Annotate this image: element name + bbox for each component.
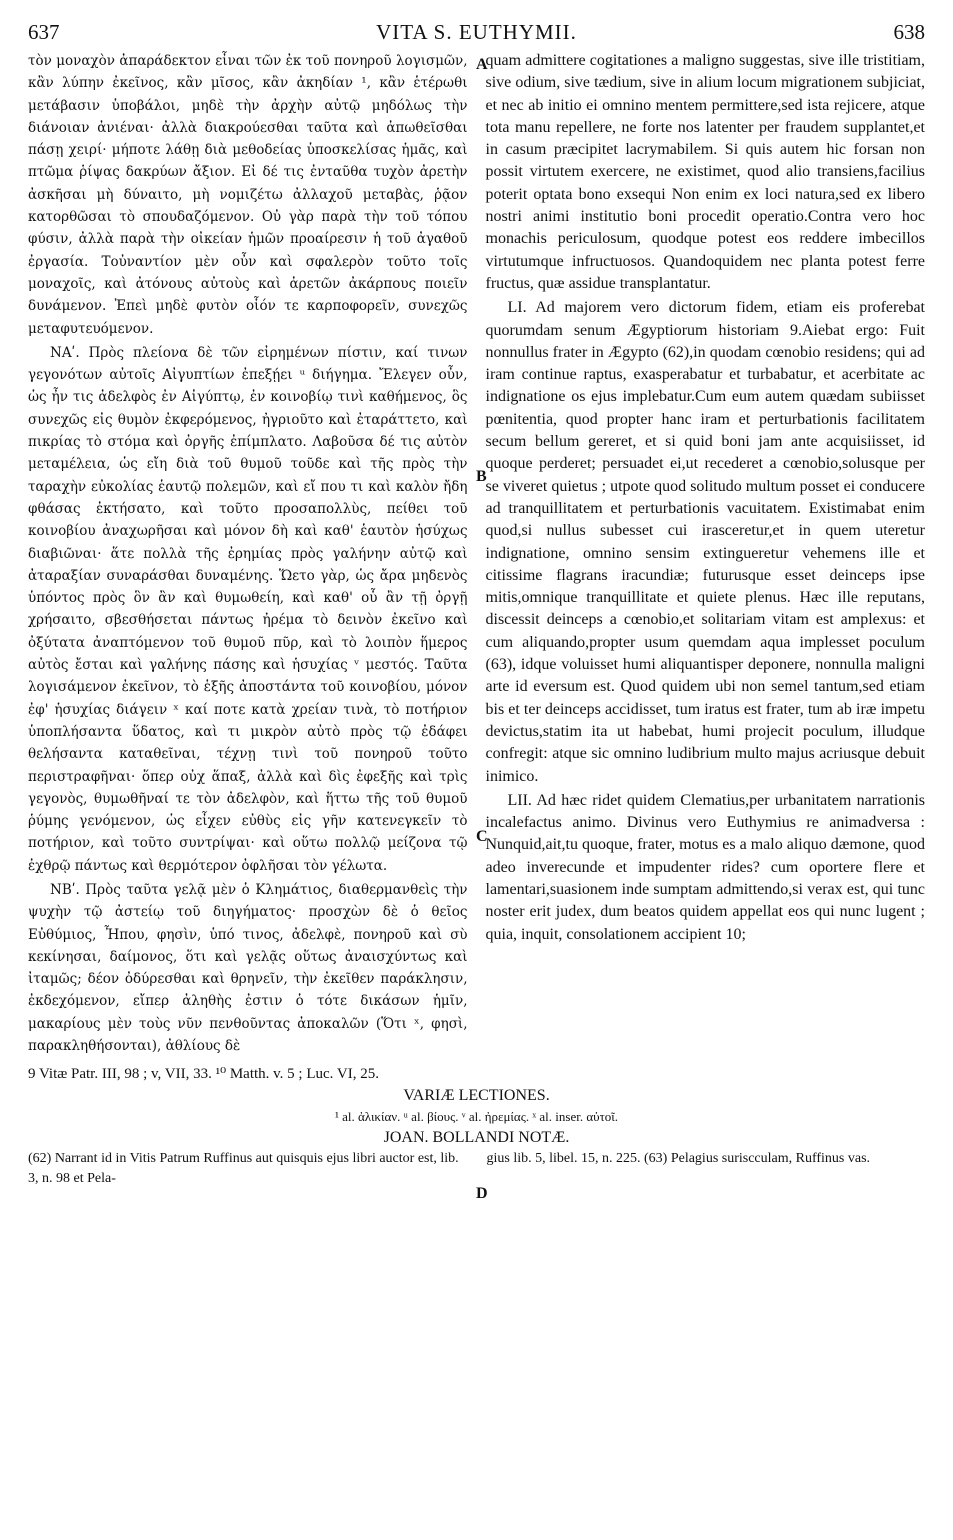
bollandi-notae-heading: JOAN. BOLLANDI NOTÆ.: [383, 1129, 570, 1147]
running-title: VITA S. EUTHYMII.: [376, 20, 577, 44]
note-right: gius lib. 5, libel. 15, n. 225. (63) Pelagius suriscculam, Ruffinus vas.: [486, 1151, 871, 1167]
section-marker-c: C: [476, 828, 488, 845]
footnote-references: 9 Vitæ Patr. III, 98 ; v, VII, 33. ¹⁰ Matth. v. 5 ; Luc. VI, 25.: [28, 1066, 379, 1083]
page-number-left: 637: [28, 20, 60, 44]
latin-paragraph-1: quam admittere cogitationes a maligno suggestas, sive ille tristitiam, sive odium, sive tædium, sive in alium locum migrationem subjiciat, et nec ab initio ei omnino mentem permittere,sed ista rejicere, atque tota manu repellere, ne forte nos latenter per fraudem supplantet,et in casum præcipitet lacrymabilem. Si quis autem hic forsan non possit virtutem exercere, ne existimet, quod alio transiens,facilius poterit optata bono exsequi Non enim ex loci natura,sed ex libero nostri animi institutio boni procedit operatio.Contra vero hoc monachis periculosum, quodque potest eos reddere imbecillos virtutumque infructuosos. Quandoquidem nec planta potest ferre fructus, quæ assidue transplantatur.: [485, 52, 925, 292]
greek-column: [28, 50, 468, 1059]
section-marker-b: B: [476, 468, 487, 485]
bollandi-notes: [28, 1149, 925, 1189]
variae-lectiones-heading: VARIÆ LECTIONES.: [403, 1087, 550, 1105]
greek-paragraph-3: ΝΒʹ. Πρὸς ταῦτα γελᾷ μὲν ὁ Κλημάτιος, διαθερμανθεὶς τὴν ψυχὴν τῷ ἀστείῳ τοῦ διηγήματος· προσχὼν δὲ ὁ θεῖος Εὐθύμιος, Ἦπου, φησὶν, ὑπό τινος, ἀδελφὲ, πονηροῦ καὶ σὺ κεκίνησαι, δαίμονος, ὅτι καὶ γελᾷς οὕτως ἀναισχύντως καὶ ἰταμῶς; δέον ὀδύρεσθαι καὶ θρηνεῖν, τὴν ἐκεῖθεν παράκλησιν, ἐκδεχόμενον, εἴπερ ἀληθὴς ἐστιν ὁ τότε δικάσων ἡμῖν, μακαρίους μὲν τοὺς νῦν πενθοῦντας ἀποκαλῶν (Ὅτι ˣ, φησὶ, παρακληθήσονται), ἀθλίους δὲ: [28, 881, 468, 1055]
section-marker-a: A: [476, 56, 488, 73]
page: [28, 18, 925, 1202]
page-number-right: 638: [893, 20, 925, 44]
note-left: (62) Narrant id in Vitis Patrum Ruffinus aut quisquis ejus libri auctor est, lib. 3, n. 98 et Pela-: [28, 1151, 459, 1187]
latin-paragraph-3: LII. Ad hæc ridet quidem Clematius,per urbanitatem narrationis incalefactus animo. Divinus vero Euthymius re animadversa : Nunquid,ait,tu quoque, frater, motus es a malo aliquo dæmone, quod adeo inverecunde et impudenter rides? cum oportere flere et lamentari,suasionem inde sumptam admittendo,si verax est, qui tunc noster erit judex, dum beatos quidem appellat eos qui nunc lugent ; quia, inquit, consolationem accipient 10;: [485, 791, 925, 943]
variae-lectiones: ¹ al. ἀλικίαν. ᵘ al. βίους. ᵛ al. ἠρεμίας. ˣ al. inser. αὐτοῖ.: [334, 1109, 619, 1125]
section-marker-d: D: [476, 1185, 488, 1202]
greek-paragraph-1: τὸν μοναχὸν ἀπαράδεκτον εἶναι τῶν ἐκ τοῦ πονηροῦ λογισμῶν, κἂν λύπην ἐκεῖνος, κἂν μῖσος, κἂν ἀκηδίαν ¹, κἂν ἑτέρωθι μετάβασιν ὑποβάλοι, μηδὲ τὴν ἀρχὴν αὐτῷ μηδόλως τὴν διάνοιαν ἀνιέναι· ἀλλὰ διακρούεσθαι ταῦτα καὶ ἀπωθεῖσθαι πάσῃ χειρί· μήποτε λάθῃ διὰ μεθοδείας ὑποσκελίσας ἡμᾶς, καὶ πτῶμα ῥίψας δακρύων ἄξιον. Εἰ δέ τις ἐνταῦθα τυχὸν ἀρετὴν ἀσκῆσαι μὴ δύναιτο, μὴ νομιζέτω ἀλλαχοῦ μεταβὰς, ῥᾷον κατορθῶσαι τὸ σπουδαζόμενον. Οὐ γὰρ παρὰ τὴν τοῦ τόπου φύσιν, ἀλλὰ παρὰ τὴν οἰκείαν ἡμῶν προαίρεσιν ἡ τοῦ ἀγαθοῦ ἐργασία. Τοὐναντίον μὲν οὖν καὶ σφαλερὸν τοῦτο τοῖς μοναχοῖς, καὶ ἀτόνους αὐτοὺς καὶ ἀρετῶν ἀκάρπους ποιεῖν δυνάμενον. Ἐπεὶ μηδὲ φυτὸν οἷόν τε καρποφορεῖν, συνεχῶς μεταφυτευόμενον.: [28, 53, 468, 337]
page-header: [28, 18, 925, 46]
greek-paragraph-2: ΝΑʹ. Πρὸς πλείονα δὲ τῶν εἰρημένων πίστιν, καί τινων γεγονότων αὐτοῖς Αἰγυπτίων ἐπεξῄει ᵘ διήγημα. Ἔλεγεν οὖν, ὡς ἦν τις ἀδελφὸς ἐν Αἰγύπτῳ, ἐν κοινοβίῳ τινὶ καθήμενος, ὃς συνεχῶς εἰς θυμὸν ἐκφερόμενος, ἠγριοῦτο καὶ ἐταράττετο, καὶ πικρίας τὸ στόμα καὶ ὀργῆς ἐπίμπλατο. Λαβοῦσα δέ τις αὐτὸν μεταμέλεια, ὡς εἴη διὰ τοῦ θυμοῦ τοῦδε καὶ τῆς πρὸς τὴν ταραχὴν εὐκολίας ἑαυτῷ πολεμῶν, καὶ εἴ που τι καὶ καλὸν ἤδη φθάσας ἐκτήσατο, καὶ τοῦτο προσαπολλὺς, πείθει τοῦ κοινοβίου ἀναχωρῆσαι καὶ μόνον δὴ καὶ καθ' ἑαυτὸν ἡσύχως διαβιῶναι· ἅτε πολλὰ τῆς ἐρημίας πρὸς γαλήνην αὐτῷ καὶ ἀταραξίαν συναράσθαι δυναμένης. Ὥετο γὰρ, ὡς ἄρα μηδενὸς ὑπόντος πρὸς ὃν ἂν καὶ θυμωθείη, καὶ καθ' οὗ ἂν τῇ ὀργῇ χρήσαιτο, σβεσθήσεται πάντως ἠρέμα τὸ δεινὸν ἐκεῖνο καὶ ὀξύτατα ἀναπτόμενον τοῦ θυμοῦ πῦρ, καὶ τὸ λοιπὸν ἥμερος αὐτὸς ἔσται καὶ γαλήνης πάσης καὶ ἡσυχίας ᵛ μεστός. Ταῦτα λογισάμενον ἐκεῖνον, τὸ ἑξῆς ἀποστάντα τοῦ κοινοβίου, μόνον ἐφ' ἡσυχίας διάγειν ˣ καί ποτε κατὰ χρείαν τινὰ, τὸ ποτήριον ὑποπλήσαντα ὕδατος, καὶ τι μικρὸν αὐτὸ πρὸς τῷ ἐδάφει θελήσαντα καταθεῖναι, τέχνῃ τινὶ τοῦ πονηροῦ τοῦτο περιστραφῆναι· ὅπερ οὐχ ἅπαξ, ἀλλὰ καὶ δὶς ἐφεξῆς καὶ τρὶς γεγονὸς, θυμωθῆναί τε τὸν ἀδελφὸν, καὶ ἥττω τῆς τοῦ θυμοῦ ῥύμης γενόμενον, ὡς εἶχεν εὐθὺς εἰς γῆν κατενεγκεῖν τὸ ποτήριον, καὶ τοῦτο συντρίψαι· καὶ οὕτω πολλῷ μείζονα τῷ ἐχθρῷ πάντως καὶ θερμότερον ὀφλῆσαι τὸν γέλωτα.: [28, 344, 468, 874]
latin-paragraph-2: LI. Ad majorem vero dictorum fidem, etiam eis proferebat quorumdam senum Ægyptiorum historiam 9.Aiebat ergo: Fuit nonnullus frater in Ægypto (62),in quodam cœnobio residens; qui ad iram continue raptus, exasperabatur et turbabatur, et acerbitate ac indignatione os ejus implebatur.Cum eum autem quædam subiisset pœnitentia, quod propter hanc iram et perturbationis facilitatem secum bellum gereret, et si quid boni jam ante acquisiisset, id quoque perderet; persuadet ei,ut recederet a cœnobio,solusque per se viveret quietus ; utpote quod solitudo multum posset ei conducere ad tranquillitatem et perturbationis vacuitatem. Existimabat enim quod,si nullus subesset cui irasceretur,et in quem uteretur indignatione, omnino sensim extingueretur vehemens ille et citissime flagrans iracundiæ; futurusque esset deinceps ipse mitis,omnique tranquillitate et quiete plenus. Hæc ille reputans, discessit deinceps a cœnobio,et solitariam vitam est amplexus: et cum aliquando,propter usum quemdam aqua implesset poculum (63), idque voluisset humi aliquantisper deponere, nonnulla maligni arte id eversum est. Quod quidem ubi non semel tantum,sed etiam bis et ter deinceps accidisset, tum iratus est frater, tum ab iræ impetu devictus,statim ita ut habebat, humi projecit poculum, illudque confregit: atque sic omnino ludibrium multo majus acriusque debuit inimico.: [485, 299, 925, 785]
latin-column: [486, 50, 926, 1059]
